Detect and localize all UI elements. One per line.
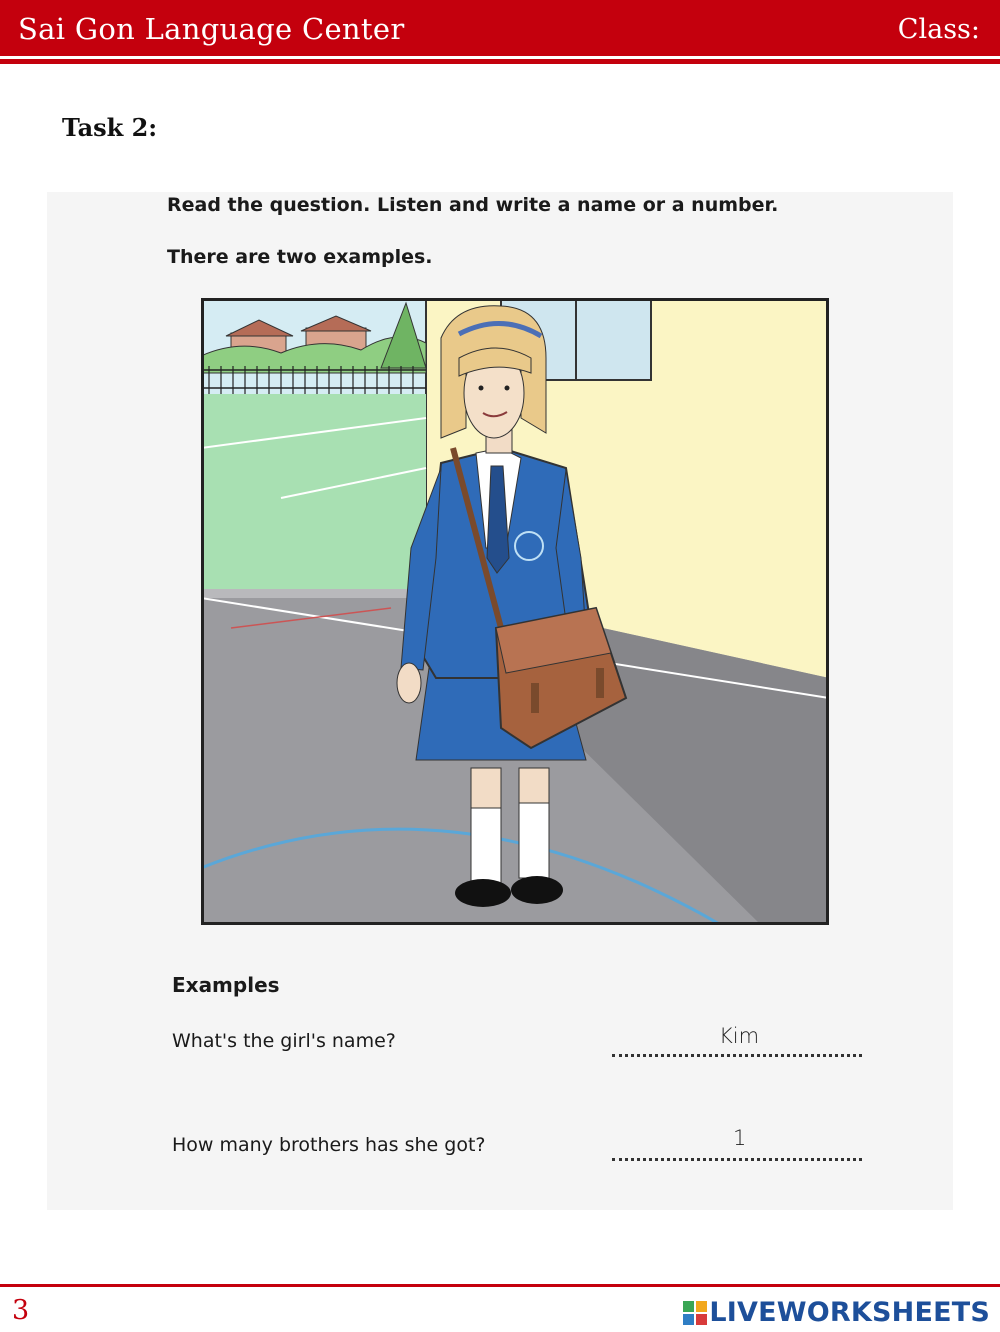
instruction-line-1: Read the question. Listen and write a name or a number.	[167, 194, 779, 216]
liveworksheets-brand[interactable]	[683, 1297, 990, 1328]
answer-line-2	[612, 1154, 862, 1161]
example-answer-1: Kim	[719, 1024, 760, 1048]
example-answer-2: 1	[733, 1126, 747, 1150]
center-name: Sai Gon Language Center	[18, 12, 405, 46]
example-question-1: What's the girl's name?	[172, 1030, 396, 1052]
page-number: 3	[12, 1295, 30, 1326]
liveworksheets-logo-icon	[683, 1301, 707, 1325]
example-question-2: How many brothers has she got?	[172, 1134, 486, 1156]
task-title: Task 2:	[62, 113, 158, 142]
schoolgirl-illustration	[201, 298, 829, 925]
answer-line-1	[612, 1050, 862, 1057]
page-header	[0, 0, 1000, 56]
brand-text: LIVEWORKSHEETS	[709, 1297, 990, 1328]
class-label: Class:	[897, 14, 980, 45]
examples-title: Examples	[172, 973, 280, 997]
header-divider	[0, 59, 1000, 64]
instruction-line-2: There are two examples.	[167, 246, 433, 268]
footer-divider	[0, 1284, 1000, 1287]
